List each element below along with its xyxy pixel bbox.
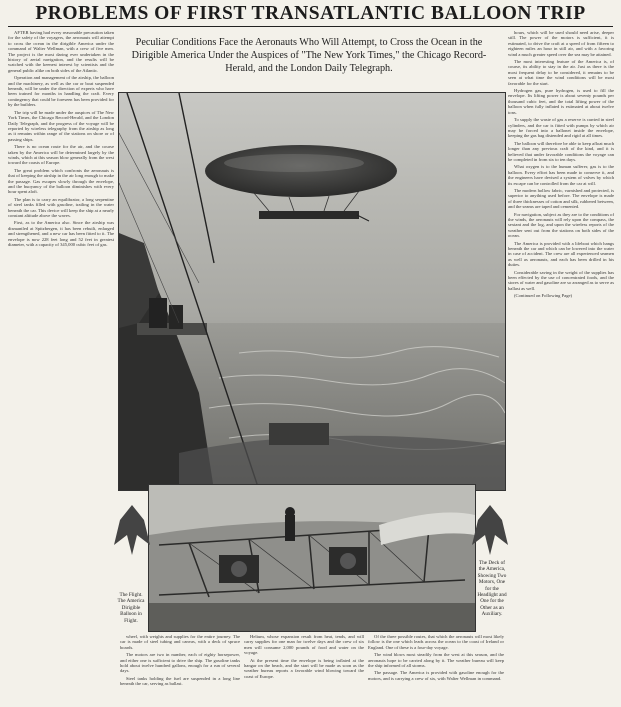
airship-illustration: [119, 93, 505, 490]
paragraph: wheel, with weights and supplies for the entire journey. The car is made of steel tubing and canvas, with a deck of spruce boards.: [120, 634, 240, 650]
paragraph: The great problem which confronts the aeronauts is that of keeping the airship in the air long enough to make the passage. Gas escapes slowly through the envelope, and the buoyancy of the balloon diminishes with every hour spent aloft.: [8, 167, 114, 195]
deck-illustration: [149, 485, 475, 631]
column-left: [8, 30, 114, 700]
paragraph: The modern hollow fabric, varnished and protected, is superior to anything used before. The envelope is made of three thicknesses of cotton and silk, rubbered between, and the seams are taped and cemented.: [508, 187, 614, 210]
paragraph: The most interesting feature of the America is, of course, its ability to stay in the air. Just as there is the most frequent delay to be considered, it remains to be seen at what time the wind conditions will be most favorable for the start.: [508, 59, 614, 86]
column-bottom-mid: [244, 634, 364, 704]
eagle-ornament-left-icon: [112, 500, 152, 560]
paragraph: The trip will be made under the auspices of The New York Times, the Chicago Record-Herald, and the London Daily Telegraph, and the progress of the voyage will be reported by wireless telegraphy from the airship as long as it remains within range of the stations on shore or of passing ships.: [8, 109, 114, 142]
paragraph: To supply the waste of gas a reserve is carried in steel cylinders, and the car is fitted with pumps by which air may be forced into a ballonet inside the envelope, keeping the gas bag distended and rigid at all times.: [508, 117, 614, 139]
paragraph: Steel tanks holding the fuel are suspended in a long line beneath the car, serving as ballast.: [120, 675, 240, 687]
caption-right: The Deck of the America, Showing Two Motors, One for the Headlight and One for the Other as an Auxiliary.: [477, 560, 507, 618]
caption-left: The Flight. The America Dirigible Balloon in Flight.: [117, 592, 145, 624]
headline: PROBLEMS OF FIRST TRANSATLANTIC BALLOON TRIP: [35, 3, 586, 24]
eagle-ornament-right-icon: [470, 500, 510, 560]
column-right-body: [508, 30, 614, 299]
paragraph: The balloon will therefore be able to keep afloat much longer than any previous craft of the kind, and it is believed that under favorable conditions the voyage can be completed in from six to ten days.: [508, 140, 614, 162]
paragraph: AFTER having had every reasonable precaution taken for the safety of the voyagers, the aeronauts will attempt to cross the ocean in the dirigible America under the command of Walter Wellman, with a crew of five men. The project is the most daring ever undertaken in the history of aerial navigation, and the results will be watched with the keenest interest by scientists and the general public alike on both sides of the Atlantic.: [8, 30, 114, 73]
column-bottom-left: [120, 634, 240, 704]
paragraph: First, as to the America also. Since the airship was dismantled at Spitzbergen, it has been rebuilt, enlarged and strengthened, and a new car has been fitted to it. The envelope is now 228 feet long and 52 feet in greatest diameter, with a capacity of 345,000 cubic feet of gas.: [8, 220, 114, 248]
column-bottom-mid-body: [244, 634, 364, 679]
airship-in-flight-photo: [118, 92, 506, 491]
paragraph: Hydrogen gas, pure hydrogen, is used to fill the envelope. Its lifting power is about seventy pounds per thousand cubic feet, and the total lifting power of the balloon when fully inflated is estimated at about twelve tons.: [508, 88, 614, 115]
column-left-body: [8, 30, 114, 247]
paragraph: The passage. The America is provided with gasoline enough for the motors, and is carrying a crew of six, with Walter Wellman in command.: [368, 670, 504, 681]
paragraph: Considerable saving in the weight of the supplies has been effected by the use of concentrated foods, and the stores of water and gasoline are so arranged as to serve as ballast as well.: [508, 269, 614, 291]
paragraph: What oxygen is to the human sufferer, gas is to the balloon. Every effort has been made to conserve it, and the engineers have devised a system of valves by which its escape can be controlled from the car at will.: [508, 164, 614, 186]
paragraph: Operation and management of the airship, the balloon and the machinery, as well as the car or boat suspended beneath, will be under the direction of experts who have been trained for months in handling the craft. Every contingency that could be foreseen has been provided for by the builders.: [8, 75, 114, 108]
paragraph: The America is provided with a lifeboat which hangs beneath the car and which can be lowered into the water in case of accident. The crew are all experienced seamen as well as aeronauts, and each has been drilled in his duties.: [508, 240, 614, 268]
subtitle-deck: Peculiar Conditions Face the Aeronauts Who Will Attempt, to Cross the Ocean in the Dirigible America Under the Auspices of "The New York Times," the Chicago Record-Herald, and the London Daily Telegraph.: [131, 37, 487, 74]
paragraph: (Continued on Following Page): [514, 293, 573, 299]
column-bottom-left-body: [120, 634, 240, 687]
column-bottom-right-body: [368, 634, 504, 681]
paragraph: The plan is to carry an equilibrator, a long serpentine of steel tanks filled with gasoline, trailing in the water beneath the car. This device will keep the ship at a nearly constant altitude above the waves.: [8, 196, 114, 218]
column-bottom-right: [368, 634, 504, 704]
column-right: [508, 30, 614, 700]
paragraph: Helium, whose expansion result from heat, tends, and will carry supplies for one man for twelve days and the crew of six men will consume 2,000 pounds of food and water on the voyage.: [244, 634, 364, 656]
paragraph: hours, which will be used should need arise, deeper still. The power of the motors is sufficient, it is estimated, to drive the craft at a speed of from fifteen to eighteen miles an hour in still air, and with a favoring wind a much greater speed over the sea may be attained.: [508, 30, 614, 57]
paragraph: The motors are two in number, each of eighty horsepower, and either one is sufficient to drive the ship. The gasoline tanks hold about twelve hundred gallons, enough for a run of several days.: [120, 652, 240, 674]
airship-deck-photo: [148, 484, 476, 632]
paragraph: There is no ocean route for the air, and the course taken by the America will be determined largely by the winds, which at this season blow generally from the west toward the coasts of Europe.: [8, 144, 114, 166]
paragraph: For navigation, subject as they are to the conditions of the winds, the aeronauts will rely upon the compass, the sextant and the log, and upon the wireless reports of the weather sent out from the stations on both sides of the ocean.: [508, 211, 614, 239]
paragraph: Of the three possible routes, that which the aeronauts will most likely follow is the one which leads across the ocean to the coast of Ireland or England. One of these is a four-day voyage.: [368, 634, 504, 650]
headline-rule: [8, 26, 613, 27]
paragraph: The wind blows most steadily from the west at this season, and the aeronauts hope to be carried along by it. The weather bureau will keep the ship informed of all storms.: [368, 652, 504, 669]
paragraph: At the present time the envelope is being inflated at the hangar on the beach, and the start will be made as soon as the weather bureau reports a favorable wind blowing toward the coast of Europe.: [244, 657, 364, 679]
